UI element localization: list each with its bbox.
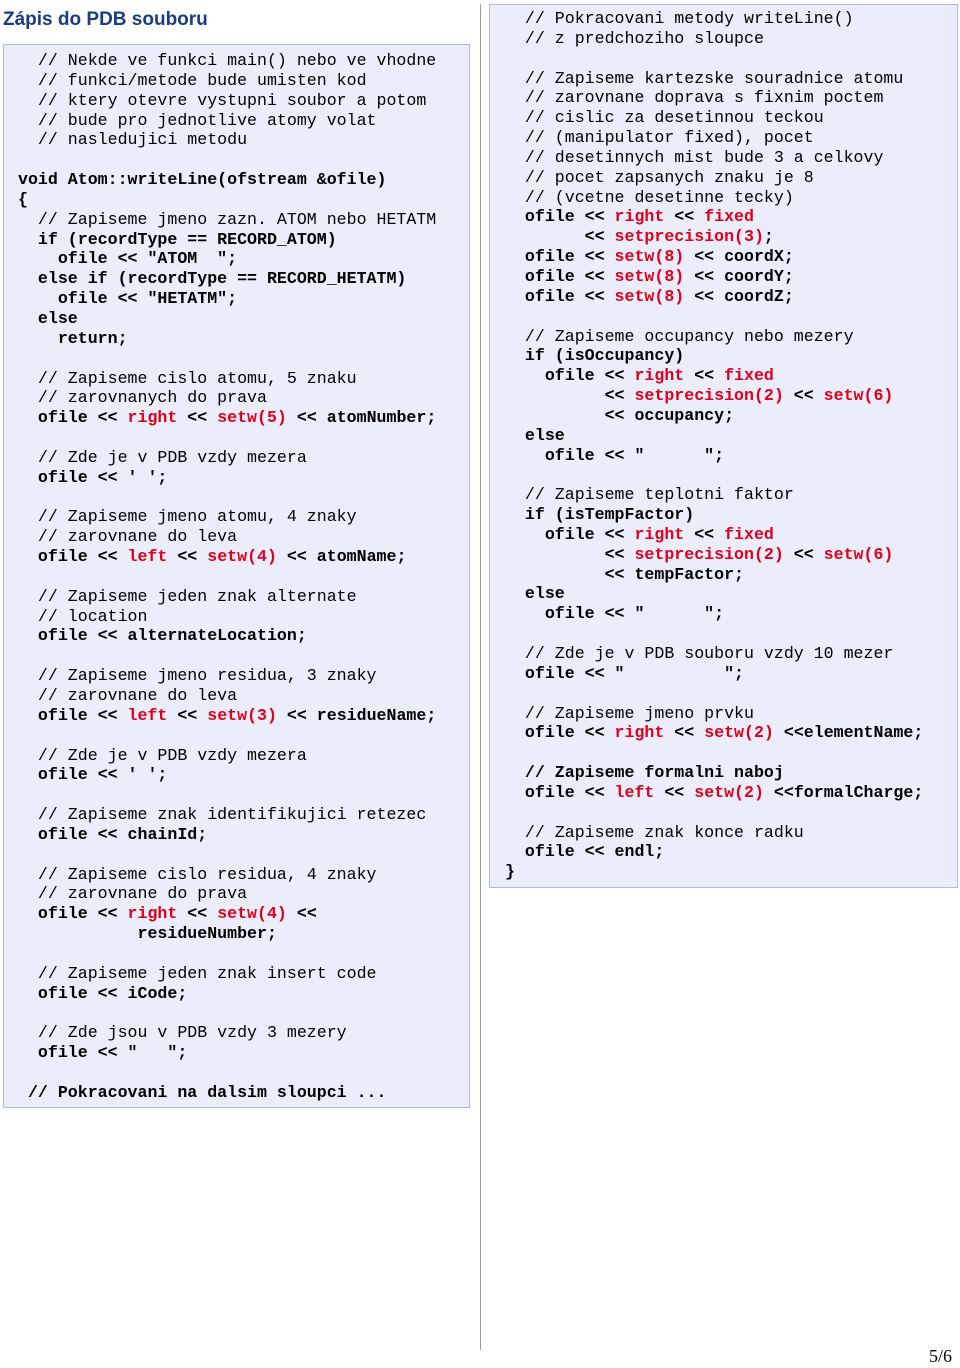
code-token: << [664,207,705,227]
code-token: // Zapiseme teplotni faktor [505,485,794,505]
code-line [18,289,436,309]
code-token: // Zde jsou v PDB vzdy 3 mezery [18,1023,347,1043]
code-token: // Zapiseme jeden znak insert code [18,963,377,983]
code-token: // (vcetne desetinne tecky) [505,187,794,207]
code-line [18,805,436,825]
code-token: setw(8) [614,286,685,306]
code-token: // Zapiseme jmeno atomu, 4 znaky [18,507,357,527]
code-line [18,944,436,964]
code-token: << atomNumber; [286,408,437,428]
code-token: fixed [704,207,754,227]
code-token: // bude pro jednotlive atomy volat [18,110,377,130]
code-token: // z predchoziho sloupce [505,28,764,48]
code-line [18,706,436,726]
code-token: ofile << " "; [505,604,725,624]
code-token: left [127,705,168,725]
code-line [18,91,436,111]
code-line [505,406,923,426]
code-line [505,763,923,783]
code-token: // Pokracovani metody writeLine() [505,9,854,28]
code-line [18,71,436,91]
code-line [505,168,923,188]
code-line [505,505,923,525]
code-token: // Zapiseme cislo atomu, 5 znaku [18,368,357,388]
code-token: << [505,386,635,406]
code-line [505,128,923,148]
code-token: fixed [724,366,774,386]
code-token: // Zapiseme jmeno residua, 3 znaky [18,666,377,686]
code-line [505,366,923,386]
code-token: << [783,386,824,406]
code-line [18,190,436,210]
code-token: right [614,207,665,227]
code-line [505,247,923,267]
code-token: // Zapiseme jeden znak alternate [18,586,357,606]
code-token: setw(4) [217,904,287,924]
code-line [505,704,923,724]
code-line [18,785,436,805]
code-line [505,346,923,366]
code-line [18,984,436,1004]
code-line [505,823,923,843]
code-token: // pocet zapsanych znaku je 8 [505,167,814,187]
code-token: // nasledujici metodu [18,130,248,150]
code-token: setw(5) [217,408,287,428]
code-token: { [18,189,28,209]
code-line [18,1083,436,1103]
code-line [18,726,436,746]
code-token: void Atom::writeLine(ofstream &ofile) [18,170,387,190]
code-token: // cislic za desetinnou teckou [505,108,824,128]
code-token: ofile << [18,408,128,428]
code-line [18,626,436,646]
code-line [18,269,436,289]
code-line [18,349,436,369]
code-line [505,664,923,684]
code-token: setw(2) [694,782,764,802]
code-line [505,9,923,29]
code-token: << residueName; [276,705,437,725]
code-line [505,684,923,704]
code-token: setw(4) [207,547,277,567]
code-token: setw(8) [614,266,685,286]
code-token: << [177,904,218,924]
code-token: // Zde je v PDB souboru vzdy 10 mezer [505,644,894,663]
code-token: // zarovnanych do prava [18,388,267,408]
code-line [505,584,923,604]
code-token: right [634,524,685,544]
code-line [18,825,436,845]
code-token: // Nekde ve funkci main() nebo ve vhodne [18,51,437,70]
code-line [18,1043,436,1063]
code-token: // Zapiseme kartezske souradnice atomu [505,68,904,88]
code-line [18,964,436,984]
code-line [505,446,923,466]
code-line [505,267,923,287]
code-line [18,249,436,269]
code-line [505,465,923,485]
code-token: << [664,723,705,743]
code-token: ofile << "HETATM"; [18,289,238,309]
code-line [18,746,436,766]
code-token: ofile << [505,286,615,306]
code-token: ofile << [505,366,635,386]
code-line [505,565,923,585]
code-token: setw(8) [614,247,685,267]
code-line [505,644,923,664]
code-line [18,527,436,547]
code-token: << [286,904,317,924]
code-token: ofile << iCode; [18,983,188,1003]
code-token: else if (recordType == RECORD_HETATM) [18,269,407,289]
code-line [18,468,436,488]
code-token: ofile << [505,723,615,743]
code-token: << [177,408,218,428]
code-token: return; [18,328,128,348]
code-token: ofile << ' '; [18,765,168,785]
code-token: << [505,544,635,564]
code-token: << [654,782,695,802]
code-line [505,624,923,644]
code-line [18,1004,436,1024]
code-token: // Zapiseme occupancy nebo mezery [505,326,854,346]
code-line [505,803,923,823]
code-token: // location [18,606,148,626]
code-token: // funkci/metode bude umisten kod [18,70,367,90]
code-line [505,743,923,763]
code-token: // Zapiseme znak konce radku [505,822,804,842]
code-line [18,646,436,666]
code-token: ofile << alternateLocation; [18,626,307,646]
code-token: ofile << [505,524,635,544]
code-line [505,842,923,862]
code-token: ofile << " "; [505,445,725,465]
code-token: setw(3) [207,705,277,725]
code-token: // Zde je v PDB vzdy mezera [18,745,307,765]
code-line [505,327,923,347]
code-line [18,369,436,389]
code-line [18,1063,436,1083]
code-token: // desetinnych mist bude 3 a celkovy [505,147,884,167]
code-token: setprecision(2) [634,386,784,406]
code-line [505,783,923,803]
code-line [18,845,436,865]
code-line [505,604,923,624]
code-line [18,765,436,785]
code-token: ofile << [505,266,615,286]
code-line [18,567,436,587]
code-token: << coordY; [684,266,794,286]
code-line [505,29,923,49]
code-token: else [505,584,565,604]
code-token: // zarovnane do leva [18,686,238,705]
code-token: << [684,524,725,544]
code-token: right [634,366,685,386]
code-line [18,51,436,71]
code-line [18,309,436,329]
code-token: << [505,227,615,247]
code-token: if (isTempFactor) [505,505,695,525]
code-token: ofile << [505,782,615,802]
code-token: // zarovnane doprava s fixnim poctem [505,88,884,108]
code-line [505,485,923,505]
code-line [505,386,923,406]
code-token: // zarovnane do leva [18,527,238,547]
code-token: fixed [724,524,774,544]
code-token: right [127,408,178,428]
code-token: ofile << ' '; [18,467,168,487]
code-line [505,525,923,545]
code-token: // Zapiseme znak identifikujici retezec [18,805,427,825]
code-line [18,408,436,428]
code-token: // Zapiseme jmeno zazn. ATOM nebo HETATM [18,209,437,229]
code-token: left [127,547,168,567]
code-token: ofile << [505,247,615,267]
code-token: right [614,723,665,743]
code-token: << coordZ; [684,286,794,306]
page-number: 5/6 [928,1346,952,1366]
column-divider [480,4,481,1350]
code-token: ofile << "ATOM "; [18,249,238,269]
code-token: else [505,425,565,445]
code-line [18,428,436,448]
code-token: // zarovnane do prava [18,884,248,904]
code-line [18,924,436,944]
code-line [505,862,923,882]
page-title: Zápis do PDB souboru [3,9,208,30]
code-token: // Pokracovani na dalsim sloupci ... [18,1082,387,1102]
code-line [18,448,436,468]
code-line [18,607,436,627]
code-line [18,488,436,508]
code-line [18,170,436,190]
code-line [505,148,923,168]
code-token: ofile << [18,904,128,924]
code-token: ofile << [18,705,128,725]
code-token: // (manipulator fixed), pocet [505,128,814,148]
code-token: left [614,782,655,802]
code-line [505,207,923,227]
code-token: << [684,366,725,386]
code-line [505,88,923,108]
code-line [505,108,923,128]
code-line [505,69,923,89]
code-token: // Zapiseme cislo residua, 4 znaky [18,864,377,884]
code-line [18,230,436,250]
code-line [505,287,923,307]
code-line [18,1023,436,1043]
code-line [18,587,436,607]
code-token: ofile << [505,207,615,227]
code-token: << [167,547,208,567]
code-token: // ktery otevre vystupni soubor a potom [18,90,427,110]
code-token: ofile << " "; [18,1043,188,1063]
code-line [18,507,436,527]
code-token: <<formalCharge; [763,782,924,802]
code-line [18,130,436,150]
code-line [18,150,436,170]
code-token: setprecision(2) [634,544,784,564]
code-token: ofile << chainId; [18,824,208,844]
code-line [505,188,923,208]
code-token: ; [763,227,774,247]
code-block-right [505,9,923,882]
code-line [18,329,436,349]
code-line [18,547,436,567]
code-line [18,904,436,924]
code-token: } [505,862,515,882]
code-line [18,884,436,904]
code-token: if (isOccupancy) [505,346,685,366]
code-token: right [127,904,178,924]
code-token: ofile << [18,547,128,567]
code-token: setw(2) [704,723,774,743]
code-line [505,307,923,327]
code-token: << atomName; [276,547,407,567]
code-token: // Zapiseme formalni naboj [505,763,784,783]
code-token: else [18,308,78,328]
code-line [18,210,436,230]
code-token: ofile << " "; [505,663,744,683]
code-line [18,111,436,131]
code-token: setw(6) [823,386,894,406]
code-line [18,686,436,706]
code-line [505,545,923,565]
code-block-left [18,51,436,1103]
code-token: ofile << endl; [505,842,665,862]
code-token: // Zde je v PDB vzdy mezera [18,447,307,467]
code-token: << tempFactor; [505,564,744,584]
code-line [505,723,923,743]
code-token: << [167,705,208,725]
code-line [505,227,923,247]
code-line [505,49,923,69]
code-token: setw(6) [823,544,894,564]
code-token: << occupancy; [505,405,735,425]
code-token: // Zapiseme jmeno prvku [505,703,754,723]
code-token: << coordX; [684,247,794,267]
code-token: << [783,544,824,564]
code-token: residueNumber; [18,924,277,944]
code-line [505,426,923,446]
code-token: <<elementName; [773,723,924,743]
code-token: setprecision(3) [614,227,764,247]
code-line [18,865,436,885]
code-line [18,388,436,408]
code-token: if (recordType == RECORD_ATOM) [18,229,337,249]
code-line [18,666,436,686]
